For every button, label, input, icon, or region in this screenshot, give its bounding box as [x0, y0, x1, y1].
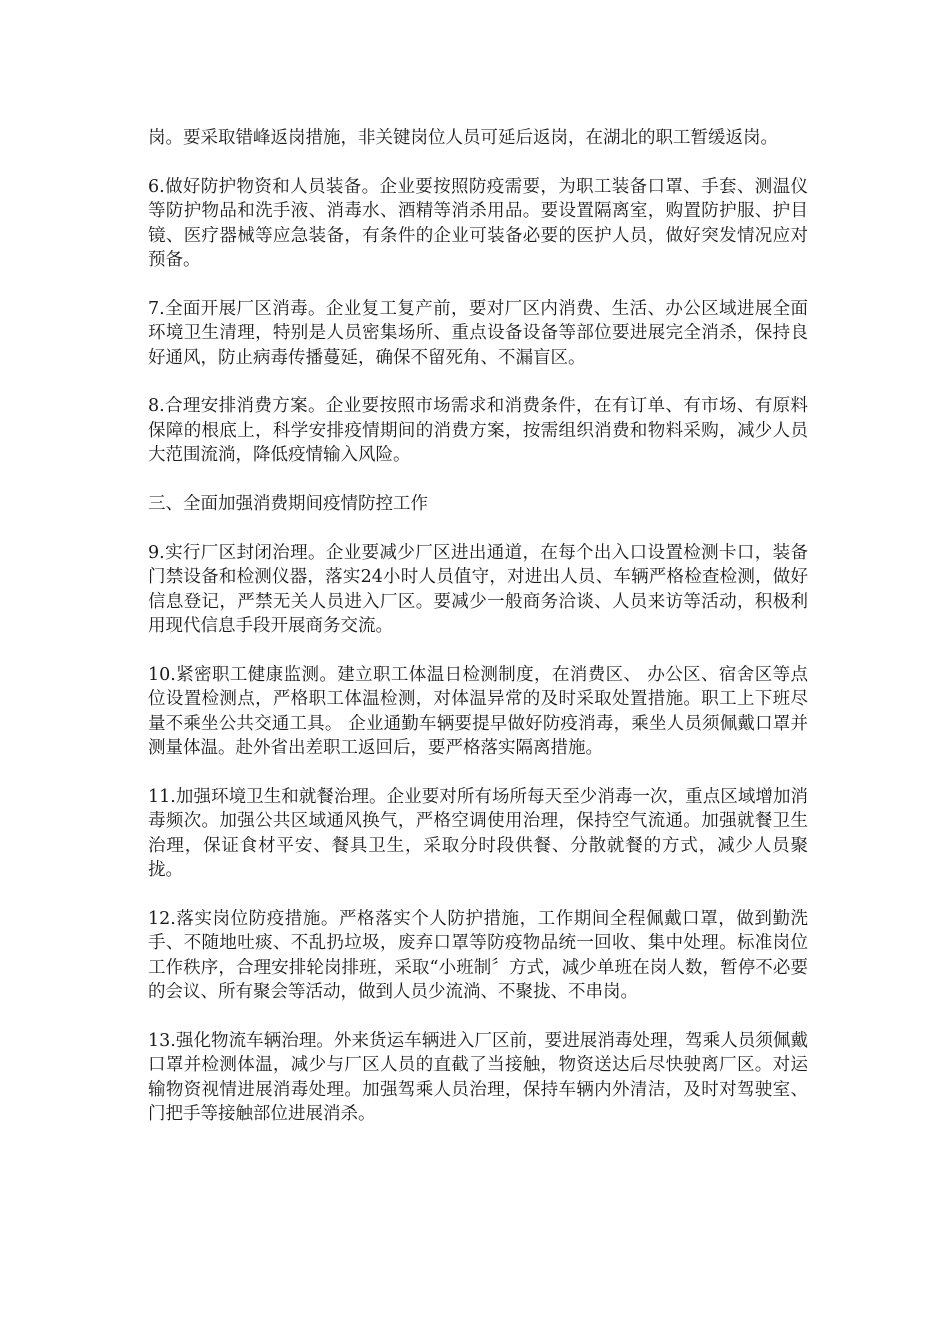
paragraph-item-10: 10.紧密职工健康监测。建立职工体温日检测制度，在消费区、 办公区、宿舍区等点位设置检测点，严格职工体温检测，对体温异常的及时采取处置措施。职工上下班尽量不乘坐公共交通工具。 企业通勤车辆要提早做好防疫消毒，乘坐人员须佩戴口罩并测量体温。赴外省出差职工返回后，要严格落实隔离措施。	[148, 664, 808, 759]
section-heading-3: 三、全面加强消费期间疫情防控工作	[148, 494, 428, 515]
paragraph-item-7: 7.全面开展厂区消毒。企业复工复产前，要对厂区内消费、生活、办公区域进展全面环境卫生清理，特别是人员密集场所、重点设备设备等部位要进展完全消杀，保持良好通风，防止病毒传播蔓延，确保不留死角、不漏盲区。	[148, 298, 808, 368]
paragraph-continuation: 岗。要采取错峰返岗措施，非关键岗位人员可延后返岗，在湖北的职工暂缓返岗。	[148, 128, 778, 148]
paragraph-item-13: 13.强化物流车辆治理。外来货运车辆进入厂区前，要进展消毒处理，驾乘人员须佩戴口罩并检测体温，减少与厂区人员的直截了当接触，物资送达后尽快驶离厂区。对运输物资视情进展消毒处理。加强驾乘人员治理，保持车辆内外清洁，及时对驾驶室、门把手等接触部位进展消杀。	[148, 1030, 808, 1125]
paragraph-item-8: 8.合理安排消费方案。企业要按照市场需求和消费条件，在有订单、有市场、有原料保障的根底上，科学安排疫情期间的消费方案，按需组织消费和物料采购，减少人员大范围流淌，降低疫情输入风险。	[148, 396, 808, 466]
paragraph-item-12: 12.落实岗位防疫措施。严格落实个人防护措施，工作期间全程佩戴口罩，做到勤洗手、不随地吐痰、不乱扔垃圾，废弃口罩等防疫物品统一回收、集中处理。标准岗位工作秩序，合理安排轮岗排班，采取“小班制〞方式，减少单班在岗人数，暂停不必要的会议、所有聚会等活动，做到人员少流淌、不聚拢、不串岗。	[148, 908, 808, 1003]
paragraph-item-9: 9.实行厂区封闭治理。企业要减少厂区进出通道，在每个出入口设置检测卡口，装备门禁设备和检测仪器，落实24小时人员值守，对进出人员、车辆严格检查检测，做好信息登记，严禁无关人员进入厂区。要减少一般商务洽谈、人员来访等活动，积极利用现代信息手段开展商务交流。	[148, 542, 808, 637]
document-body	[148, 126, 808, 1151]
paragraph-item-11: 11.加强环境卫生和就餐治理。企业要对所有场所每天至少消毒一次，重点区域增加消毒频次。加强公共区域通风换气，严格空调使用治理，保持空气流通。加强就餐卫生治理，保证食材平安、餐具卫生，采取分时段供餐、分散就餐的方式，减少人员聚拢。	[148, 786, 808, 881]
paragraph-item-6: 6.做好防护物资和人员装备。企业要按照防疫需要，为职工装备口罩、手套、测温仪等防护物品和洗手液、消毒水、酒精等消杀用品。要设置隔离室，购置防护服、护目镜、医疗器械等应急装备，有条件的企业可装备必要的医护人员，做好突发情况应对预备。	[148, 176, 808, 271]
